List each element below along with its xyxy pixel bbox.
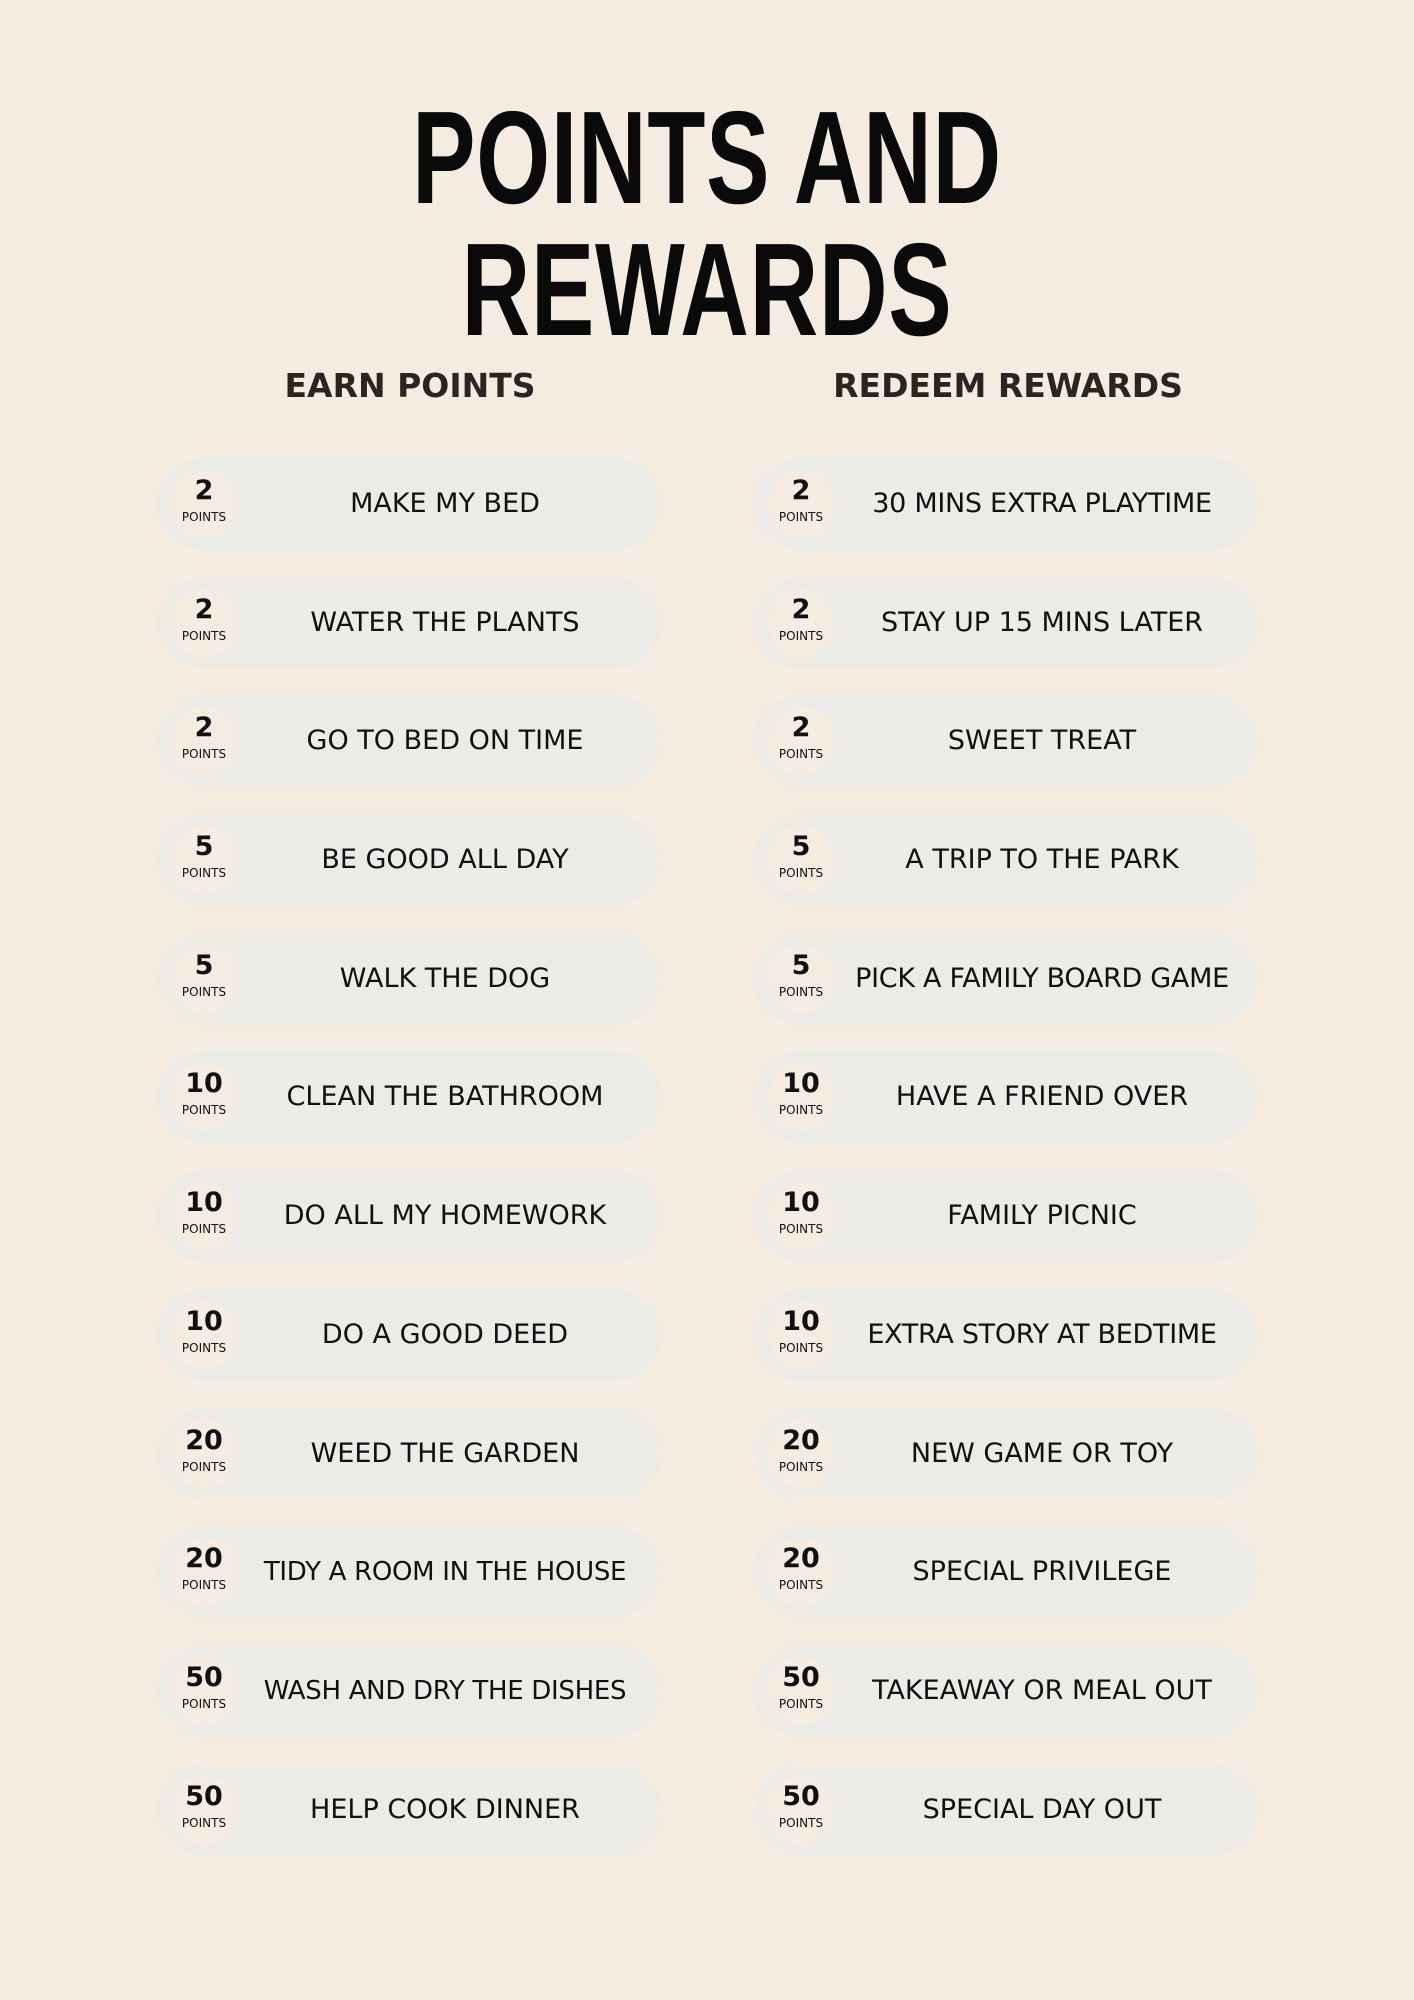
points-badge [170, 1538, 238, 1606]
earn-task-item [158, 814, 660, 906]
points-value: 50 [185, 1661, 223, 1693]
points-unit: POINTS [778, 1459, 824, 1474]
earn-task-item [158, 695, 660, 787]
points-unit: POINTS [181, 1815, 227, 1830]
points-unit: POINTS [181, 1103, 227, 1118]
reward-item [755, 1408, 1257, 1500]
earn-task-item [158, 933, 660, 1025]
reward-item [755, 1764, 1257, 1856]
earn-task-item [158, 1051, 660, 1143]
points-badge [767, 1301, 835, 1369]
points-badge [767, 945, 835, 1013]
reward-item [755, 814, 1257, 906]
earn-task-label: DO A GOOD DEED [321, 1318, 569, 1350]
reward-item [755, 933, 1257, 1025]
points-badge [170, 945, 238, 1013]
points-unit: POINTS [181, 1578, 227, 1593]
earn-task-label: WATER THE PLANTS [310, 606, 580, 638]
points-unit: POINTS [778, 1578, 824, 1593]
earn-task-item [158, 1645, 660, 1737]
points-unit: POINTS [778, 510, 824, 524]
points-unit: POINTS [778, 1222, 824, 1237]
earn-task-item [158, 1408, 660, 1500]
reward-item [755, 1170, 1257, 1262]
points-badge [767, 1776, 835, 1844]
points-badge [767, 470, 835, 538]
earn-task-label: CLEAN THE BATHROOM [286, 1081, 604, 1113]
earn-task-label: MAKE MY BED [350, 488, 540, 519]
points-value: 20 [185, 1424, 223, 1456]
reward-item [755, 1645, 1257, 1737]
points-unit: POINTS [181, 1459, 227, 1474]
points-badge [767, 1420, 835, 1488]
points-badge [767, 1063, 835, 1131]
points-badge [170, 826, 238, 894]
reward-label: NEW GAME OR TOY [910, 1437, 1174, 1469]
points-value: 20 [185, 1543, 223, 1575]
reward-label: PICK A FAMILY BOARD GAME [855, 962, 1229, 994]
points-badge [170, 1420, 238, 1488]
points-unit: POINTS [181, 1696, 227, 1711]
points-unit: POINTS [181, 984, 227, 999]
earn-task-label: DO ALL MY HOMEWORK [283, 1200, 607, 1232]
points-value: 10 [782, 1068, 820, 1100]
points-value: 5 [791, 949, 811, 981]
earn-task-label: HELP COOK DINNER [310, 1793, 580, 1825]
points-badge [767, 589, 835, 657]
points-badge [170, 707, 238, 775]
points-unit: POINTS [778, 1103, 824, 1118]
points-value: 10 [185, 1187, 223, 1219]
points-unit: POINTS [778, 866, 824, 881]
points-unit: POINTS [181, 628, 227, 643]
points-badge [170, 589, 238, 657]
points-unit: POINTS [778, 628, 824, 643]
points-badge [767, 1182, 835, 1250]
earn-task-label: WEED THE GARDEN [310, 1437, 580, 1469]
points-value: 10 [782, 1187, 820, 1219]
earn-task-item [158, 1526, 660, 1618]
reward-label: TAKEAWAY OR MEAL OUT [872, 1674, 1212, 1706]
earn-points-list [158, 458, 660, 1882]
reward-label: FAMILY PICNIC [947, 1200, 1137, 1232]
points-value: 2 [194, 593, 214, 625]
earn-task-label: BE GOOD ALL DAY [321, 844, 569, 876]
points-value: 50 [782, 1661, 820, 1693]
reward-label: SPECIAL PRIVILEGE [912, 1556, 1172, 1588]
points-value: 2 [791, 593, 811, 625]
page-title: POINTS AND REWARDS [412, 84, 1002, 363]
points-badge [767, 826, 835, 894]
points-unit: POINTS [778, 747, 824, 762]
points-value: 10 [782, 1305, 820, 1337]
reward-label: A TRIP TO THE PARK [905, 844, 1179, 876]
points-badge [170, 1301, 238, 1369]
reward-item [755, 1051, 1257, 1143]
points-unit: POINTS [778, 1696, 824, 1711]
reward-label: 30 MINS EXTRA PLAYTIME [872, 488, 1212, 519]
points-value: 20 [782, 1424, 820, 1456]
points-value: 5 [194, 831, 214, 863]
reward-label: EXTRA STORY AT BEDTIME [867, 1318, 1217, 1350]
earn-task-label: WASH AND DRY THE DISHES [263, 1675, 627, 1706]
points-badge [170, 1776, 238, 1844]
points-value: 50 [185, 1780, 223, 1812]
points-unit: POINTS [778, 984, 824, 999]
reward-label: STAY UP 15 MINS LATER [880, 606, 1204, 638]
points-value: 10 [185, 1305, 223, 1337]
reward-item [755, 577, 1257, 669]
points-value: 5 [194, 949, 214, 981]
points-unit: POINTS [181, 1222, 227, 1237]
reward-label: SPECIAL DAY OUT [922, 1793, 1162, 1825]
earn-task-label: GO TO BED ON TIME [306, 725, 584, 757]
points-badge [170, 1063, 238, 1131]
earn-task-item [158, 1289, 660, 1381]
points-value: 2 [791, 475, 811, 506]
points-badge [767, 1657, 835, 1725]
points-value: 2 [194, 712, 214, 744]
points-badge [170, 470, 238, 538]
earn-task-label: TIDY A ROOM IN THE HOUSE [263, 1557, 627, 1588]
points-value: 50 [782, 1780, 820, 1812]
points-unit: POINTS [181, 510, 227, 524]
points-badge [767, 1538, 835, 1606]
earn-task-item [158, 577, 660, 669]
points-badge [170, 1182, 238, 1250]
redeem-rewards-list [755, 458, 1257, 1882]
earn-task-item [158, 1764, 660, 1856]
reward-label: SWEET TREAT [947, 725, 1137, 757]
points-unit: POINTS [778, 1815, 824, 1830]
earn-task-label: WALK THE DOG [339, 962, 551, 994]
points-value: 5 [791, 831, 811, 863]
points-value: 2 [791, 712, 811, 744]
earn-points-heading: EARN POINTS [284, 366, 536, 405]
reward-item [755, 695, 1257, 787]
reward-item [755, 458, 1257, 550]
reward-item [755, 1289, 1257, 1381]
points-badge [767, 707, 835, 775]
points-unit: POINTS [778, 1340, 824, 1355]
points-unit: POINTS [181, 747, 227, 762]
points-value: 10 [185, 1068, 223, 1100]
redeem-rewards-heading: REDEEM REWARDS [833, 366, 1183, 405]
points-value: 2 [194, 475, 214, 506]
earn-task-item [158, 458, 660, 550]
points-badge [170, 1657, 238, 1725]
reward-item [755, 1526, 1257, 1618]
points-unit: POINTS [181, 866, 227, 881]
reward-label: HAVE A FRIEND OVER [895, 1081, 1189, 1113]
points-value: 20 [782, 1543, 820, 1575]
earn-task-item [158, 1170, 660, 1262]
points-unit: POINTS [181, 1340, 227, 1355]
